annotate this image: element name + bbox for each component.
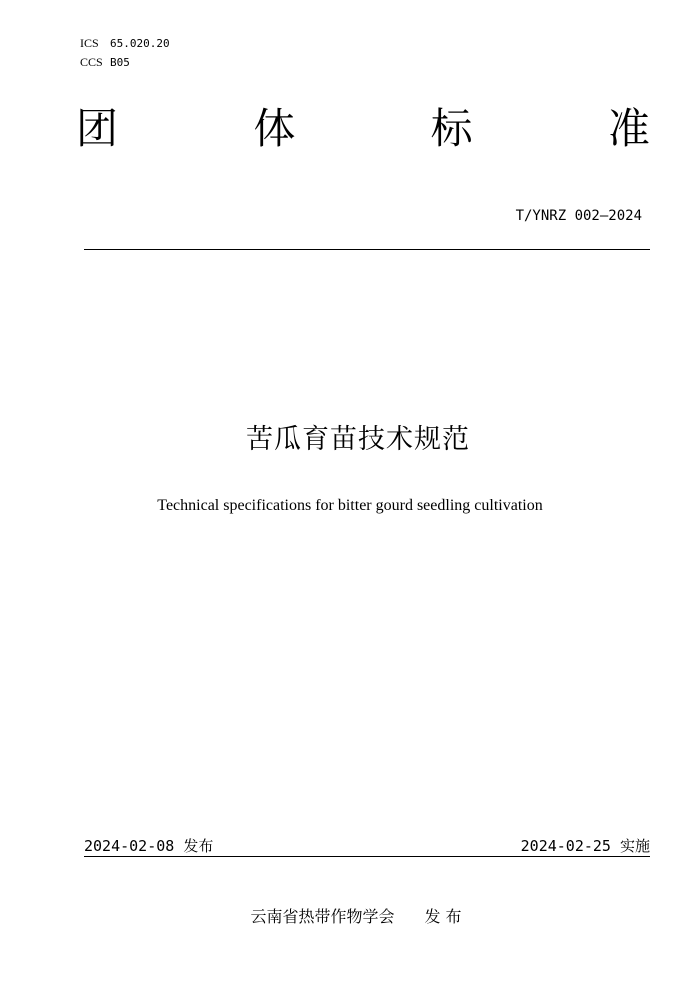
document-title-en: Technical specifications for bitter gourd seedling cultivation — [157, 497, 543, 514]
ics-label: ICS — [80, 36, 99, 50]
ccs-line — [80, 53, 170, 72]
classification-codes — [80, 34, 170, 72]
standard-type-char: 标 — [430, 104, 473, 153]
ics-line — [80, 34, 170, 53]
ccs-label: CCS — [80, 55, 103, 69]
top-divider — [84, 249, 650, 250]
publish-label: 发布 — [183, 837, 214, 855]
implement-date-line — [521, 835, 650, 856]
publish-date: 2024-02-08 — [84, 837, 175, 855]
issuer-line — [0, 904, 700, 927]
ics-value: 65.020.20 — [110, 37, 170, 50]
document-title-cn: 苦瓜育苗技术规范 — [246, 424, 470, 455]
publish-date-line — [84, 835, 213, 856]
bottom-divider — [84, 856, 650, 857]
implement-date: 2024-02-25 — [520, 837, 611, 855]
standard-type-char: 体 — [253, 104, 296, 153]
issuer-action: 发 布 — [424, 907, 462, 926]
implement-label: 实施 — [619, 837, 650, 855]
standard-type-char: 团 — [76, 104, 119, 153]
standard-type-char: 准 — [607, 104, 650, 153]
ccs-value: B05 — [110, 56, 130, 69]
standard-type-heading — [76, 104, 650, 154]
standard-number: T/YNRZ 002—2024 — [515, 208, 642, 224]
issuer-name: 云南省热带作物学会 — [250, 907, 395, 926]
